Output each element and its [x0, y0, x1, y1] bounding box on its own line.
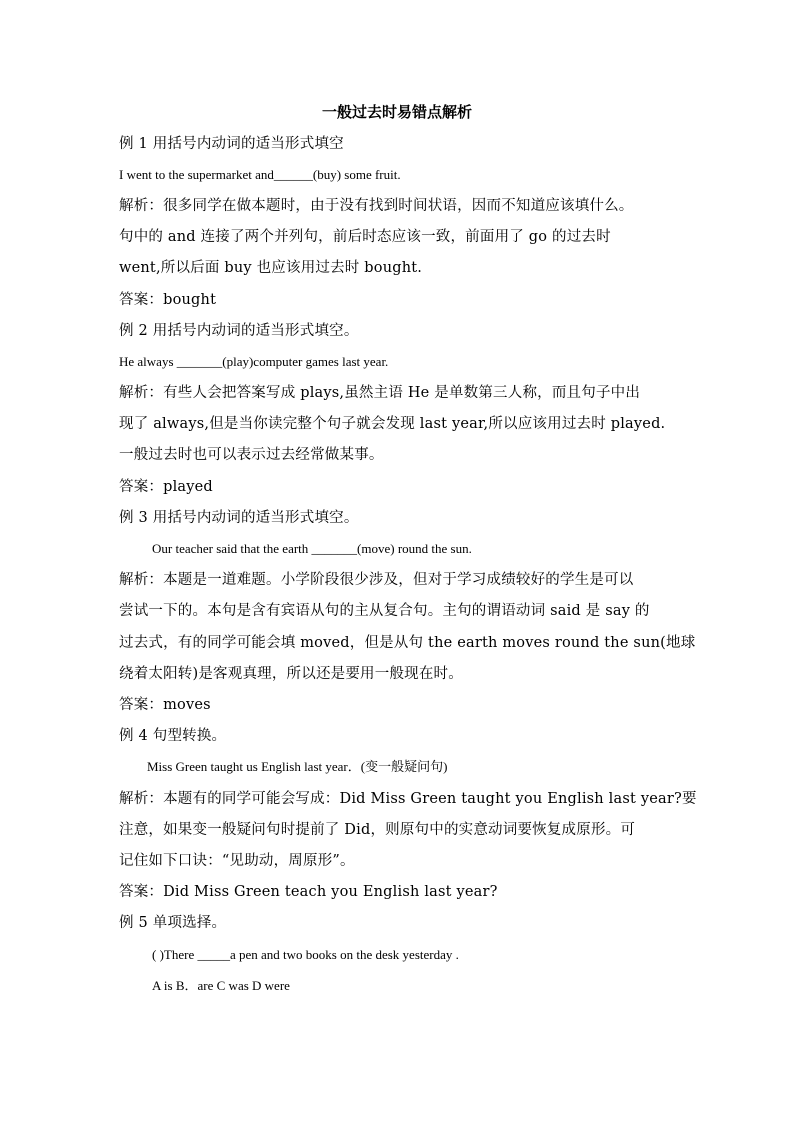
example-4-analysis-line-1: 解析：本题有的同学可能会写成：Did Miss Green taught you English last year?要 — [119, 791, 697, 807]
example-4-answer: 答案：Did Miss Green teach you English last year? — [119, 884, 498, 900]
example-3-question: Our teacher said that the earth _______(move) round the sun. — [152, 541, 472, 556]
example-2-answer: 答案：played — [119, 479, 213, 495]
example-2-analysis-line-3: 一般过去时也可以表示过去经常做某事。 — [119, 447, 384, 463]
example-5-heading: 例 5 单项选择。 — [119, 915, 227, 931]
example-5-options: A is B．are C was D were — [152, 978, 290, 993]
example-3-analysis-line-1: 解析：本题是一道难题。小学阶段很少涉及，但对于学习成绩较好的学生是可以 — [119, 572, 634, 588]
example-3-analysis-line-2: 尝试一下的。本句是含有宾语从句的主从复合句。主句的谓语动词 said 是 say 的 — [119, 603, 650, 619]
example-3-answer: 答案：moves — [119, 697, 211, 713]
example-1-analysis-line-3: went,所以后面 buy 也应该用过去时 bought. — [119, 260, 423, 276]
example-2-heading: 例 2 用括号内动词的适当形式填空。 — [119, 323, 359, 339]
example-5-question: ( )There _____a pen and two books on the desk yesterday . — [152, 947, 459, 962]
example-4-analysis-line-2: 注意，如果变一般疑问句时提前了 Did，则原句中的实意动词要恢复成原形。可 — [119, 822, 636, 838]
example-3-heading: 例 3 用括号内动词的适当形式填空。 — [119, 510, 359, 526]
example-1-heading: 例 1 用括号内动词的适当形式填空 — [119, 136, 344, 152]
example-3-analysis-line-3: 过去式，有的同学可能会填 moved，但是从句 the earth moves round the sun(地球 — [119, 635, 696, 651]
example-1-analysis-line-2: 句中的 and 连接了两个并列句，前后时态应该一致，前面用了 go 的过去时 — [119, 229, 611, 245]
example-2-analysis-line-2: 现了 always,但是当你读完整个句子就会发现 last year,所以应该用过去时 played. — [119, 416, 666, 432]
example-4-question: Miss Green taught us English last year．(变一般疑问句) — [147, 759, 448, 774]
example-4-heading: 例 4 句型转换。 — [119, 728, 227, 744]
example-2-question: He always _______(play)computer games last year. — [119, 354, 389, 369]
page-title: 一般过去时易错点解析 — [321, 103, 472, 121]
example-3-analysis-line-4: 绕着太阳转)是客观真理，所以还是要用一般现在时。 — [119, 666, 463, 682]
example-1-answer: 答案：bought — [119, 292, 217, 308]
example-1-analysis-line-1: 解析：很多同学在做本题时，由于没有找到时间状语，因而不知道应该填什么。 — [119, 198, 634, 214]
example-4-analysis-line-3: 记住如下口诀：“见助动，周原形”。 — [119, 853, 355, 869]
example-1-question: I went to the supermarket and______(buy) some fruit. — [119, 167, 401, 182]
example-2-analysis-line-1: 解析：有些人会把答案写成 plays,虽然主语 He 是单数第三人称，而且句子中出 — [119, 385, 641, 401]
